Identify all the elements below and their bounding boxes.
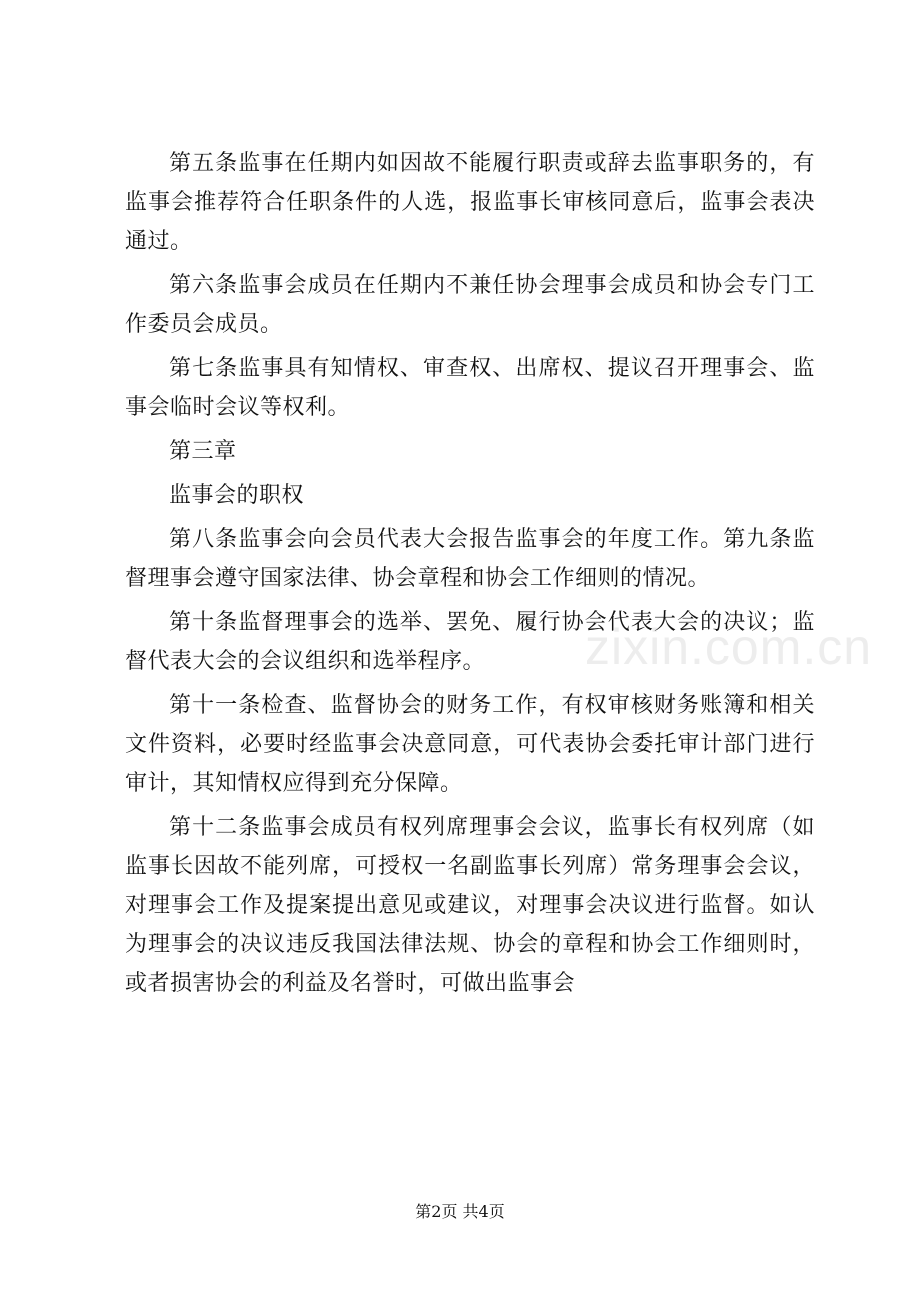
paragraph-article-8-9: 第八条监事会向会员代表大会报告监事会的年度工作。第九条监督理事会遵守国家法律、协会章程和协会工作细则的情况。 [125,527,815,591]
chapter-heading: 第三章 [169,439,237,464]
watermark: zixin.com.cn [585,619,873,675]
paragraph-article-6: 第六条监事会成员在任期内不兼任协会理事会成员和协会专门工作委员会成员。 [125,273,815,337]
paragraph-article-7: 第七条监事具有知情权、审查权、出席权、提议召开理事会、监事会临时会议等权利。 [125,356,815,420]
paragraph-article-10: 第十条监督理事会的选举、罢免、履行协会代表大会的决议；监督代表大会的会议组织和选举程序。 [125,610,815,674]
paragraph-article-12: 第十二条监事会成员有权列席理事会会议，监事长有权列席（如监事长因故不能列席，可授权一名副监事长列席）常务理事会会议，对理事会工作及提案提出意见或建议，对理事会决议进行监督。如认为理事会的决议违反我国法律法规、协会的章程和协会工作细则时，或者损害协会的利益及名誉时，可做出监事会 [125,815,815,996]
paragraph-article-11: 第十一条检查、监督协会的财务工作，有权审核财务账簿和相关文件资料，必要时经监事会决意同意，可代表协会委托审计部门进行审计，其知情权应得到充分保障。 [125,693,815,796]
chapter-title: 监事会的职权 [169,483,305,508]
paragraph-article-5: 第五条监事在任期内如因故不能履行职责或辞去监事职务的，有监事会推荐符合任职条件的人选，报监事长审核同意后，监事会表决通过。 [125,151,815,254]
document-body [125,144,815,1003]
page-footer: 第2页 共4页 [415,1202,505,1221]
